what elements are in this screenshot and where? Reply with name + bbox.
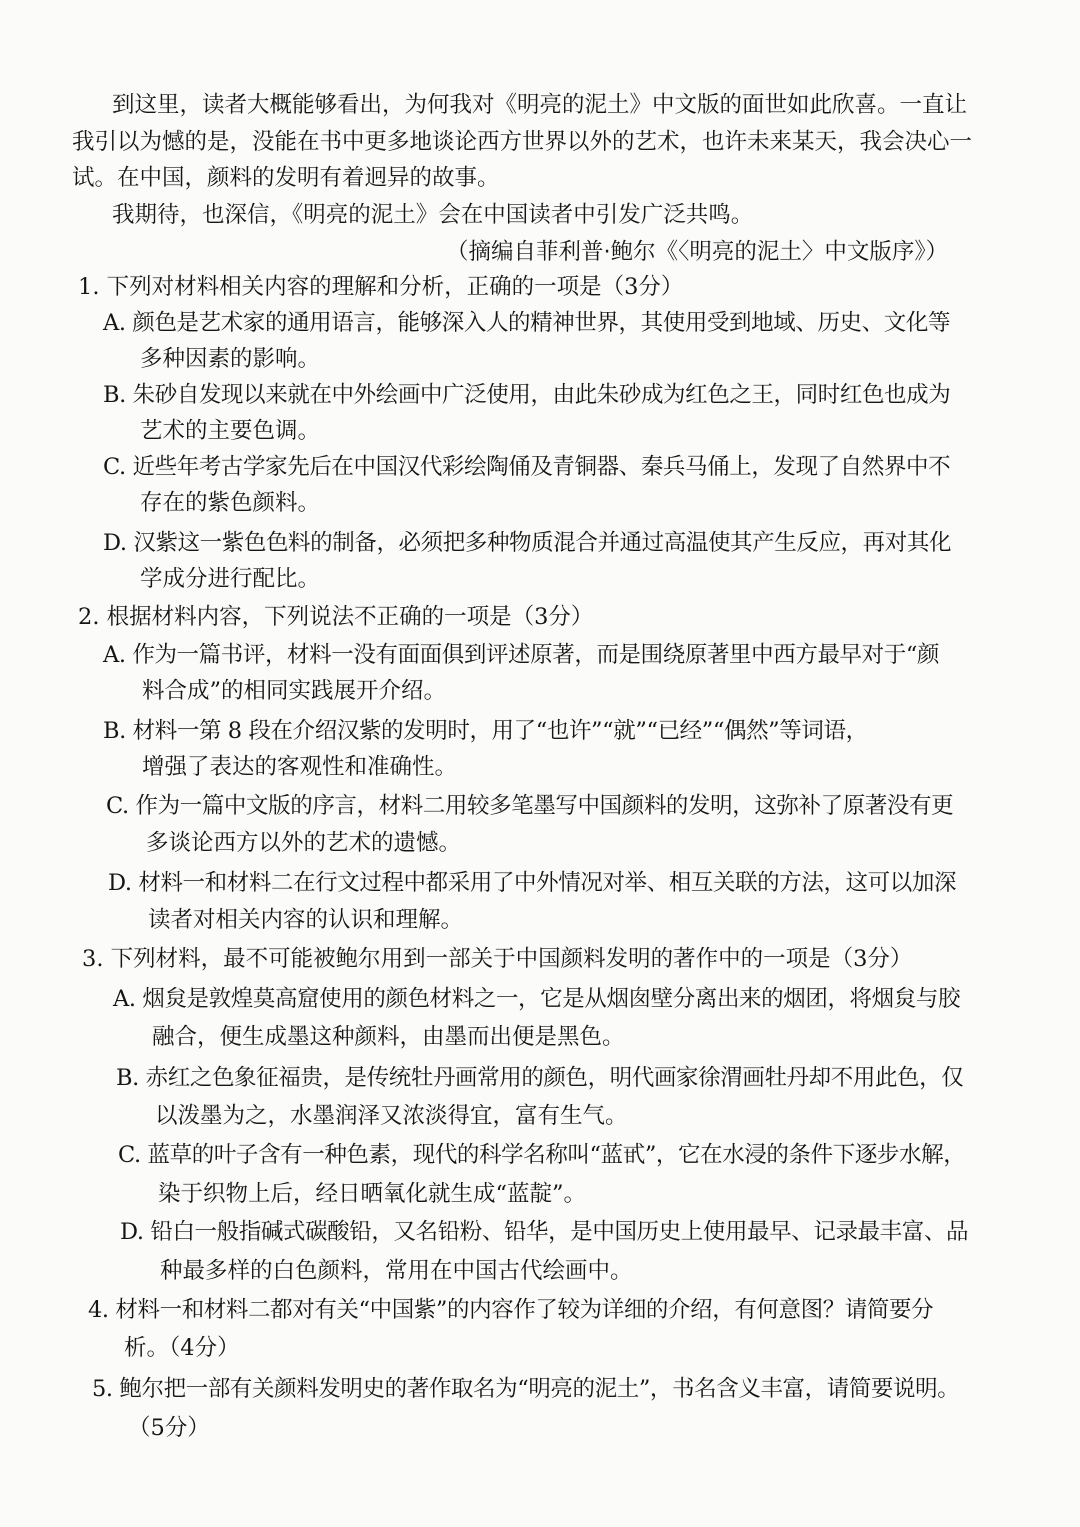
option-a-line: 多种因素的影响。 [140,346,321,372]
option-a-line: A. 颜色是艺术家的通用语言，能够深入人的精神世界，其使用受到地域、历史、文化等 [103,310,951,336]
option-c-line: C. 近些年考古学家先后在中国汉代彩绘陶俑及青铜器、秦兵马俑上，发现了自然界中不 [103,454,951,480]
option-c-line: 多谈论西方以外的艺术的遗憾。 [146,830,462,856]
option-d-line: 种最多样的白色颜料，常用在中国古代绘画中。 [160,1258,633,1284]
option-d-line: D. 材料一和材料二在行文过程中都采用了中外情况对举、相互关联的方法，这可以加深 [108,870,957,896]
passage-line: 到这里，读者大概能够看出，为何我对《明亮的泥土》中文版的面世如此欣喜。一直让 [112,92,968,118]
option-d-line: D. 汉紫这一紫色色料的制备，必须把多种物质混合并通过高温使其产生反应，再对其化 [103,530,952,556]
option-b-line: 以泼墨为之，水墨润泽又浓淡得宜，富有生气。 [155,1103,628,1129]
passage-line: 我期待，也深信，《明亮的泥土》会在中国读者中引发广泛共鸣。 [112,202,754,228]
question-stem: （5分） [128,1415,210,1441]
question-stem: 析。（4分） [124,1335,240,1361]
option-c-line: 存在的紫色颜料。 [140,490,321,516]
passage-line: 我引以为憾的是，没能在书中更多地谈论西方世界以外的艺术，也许未来某天，我会决心一 [72,129,973,155]
option-c-line: C. 蓝草的叶子含有一种色素，现代的科学名称叫“蓝甙”，它在水浸的条件下逐步水解， [118,1142,966,1168]
question-stem: 1. 下列对材料相关内容的理解和分析，正确的一项是（3分） [78,274,684,300]
option-d-line: 读者对相关内容的认识和理解。 [148,907,464,933]
option-a-line: 料合成”的相同实践展开介绍。 [142,678,447,704]
option-d-line: 学成分进行配比。 [140,566,321,592]
option-d-line: D. 铅白一般指碱式碳酸铅，又名铅粉、铅华，是中国历史上使用最早、记录最丰富、品 [120,1219,969,1245]
option-b-line: B. 材料一第 8 段在介绍汉紫的发明时，用了“也许”“就”“已经”“偶然”等词语， [103,718,868,744]
option-a-line: A. 烟炱是敦煌莫高窟使用的颜色材料之一，它是从烟囱壁分离出来的烟团，将烟炱与胶 [113,986,961,1012]
option-b-line: B. 朱砂自发现以来就在中外绘画中广泛使用，由此朱砂成为红色之王，同时红色也成为 [103,382,951,408]
option-b-line: 增强了表达的客观性和准确性。 [142,754,458,780]
option-b-line: B. 赤红之色象征福贵，是传统牡丹画常用的颜色，明代画家徐渭画牡丹却不用此色，仅 [116,1065,964,1091]
passage-line: 试。在中国，颜料的发明有着迥异的故事。 [72,165,500,191]
passage-source: （摘编自菲利普·鲍尔《〈明亮的泥土〉中文版序》） [446,239,949,265]
question-stem: 2. 根据材料内容，下列说法不正确的一项是（3分） [78,604,594,630]
question-stem: 3. 下列材料，最不可能被鲍尔用到一部关于中国颜料发明的著作中的一项是（3分） [82,946,913,972]
question-stem: 5. 鲍尔把一部有关颜料发明史的著作取名为“明亮的泥土”，书名含义丰富，请简要说明。 [92,1376,960,1402]
option-a-line: A. 作为一篇书评，材料一没有面面俱到评述原著，而是围绕原著里中西方最早对于“颜 [103,642,940,668]
question-stem: 4. 材料一和材料二都对有关“中国紫”的内容作了较为详细的介绍，有何意图？请简要分 [88,1297,934,1323]
option-c-line: C. 作为一篇中文版的序言，材料二用较多笔墨写中国颜料的发明，这弥补了原著没有更 [106,793,954,819]
option-a-line: 融合，便生成墨这种颜料，由墨而出便是黑色。 [152,1024,625,1050]
option-c-line: 染于织物上后，经日晒氧化就生成“蓝靛”。 [158,1181,587,1207]
option-b-line: 艺术的主要色调。 [140,418,321,444]
